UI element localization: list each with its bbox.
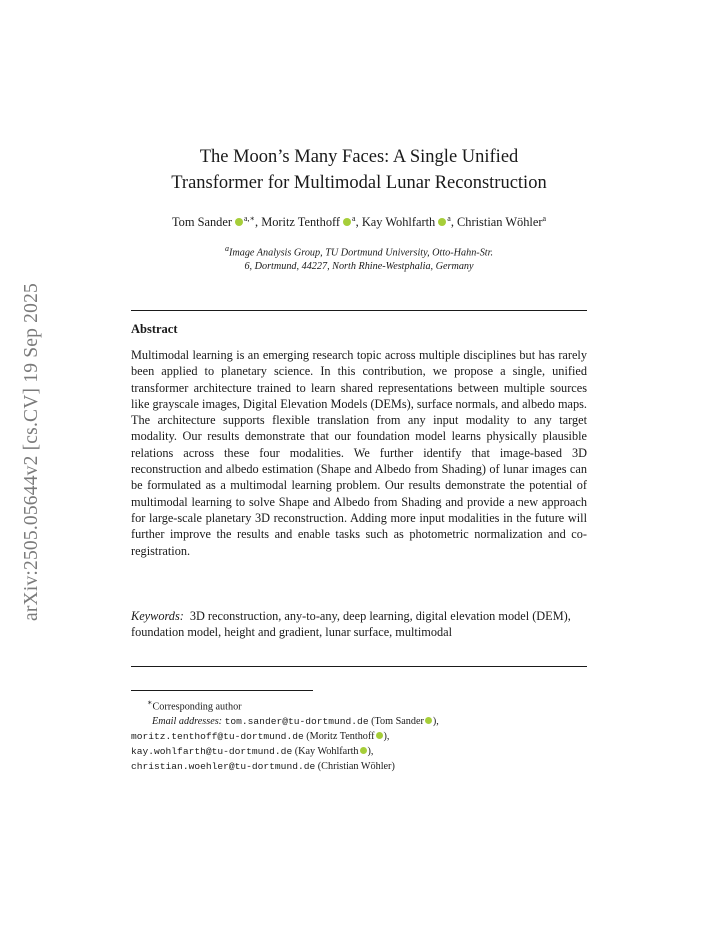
email-line xyxy=(131,744,587,759)
affiliation xyxy=(150,242,568,274)
author-affiliation-mark: a,∗ xyxy=(243,214,255,223)
bottom-divider xyxy=(131,666,587,667)
author-list: Tom Sander $^{a,∗}$, Moritz Tenthoff $^a$, Kay Wohlfarth $^a$, Christian Wöhler$^a$ xyxy=(171,214,547,230)
orcid-icon[interactable] xyxy=(343,218,351,226)
abstract-body: Multimodal learning is an emerging research topic across multiple disciplines but has rarely been applied to planetary science. In this contribution, we propose a single, unified transformer architecture trained to learn shared representations between multiple sources like grayscale images, Digital Elevation Models (DEMs), surface normals, and albedo maps. The architecture supports flexible translation from any input modality to any target modality. Our results demonstrate that our foundation model learns physically plausible relations across these four modalities. We further identify that image-based 3D reconstruction and albedo estimation (Shape and Albedo from Shading) of lunar images can be formulated as a multimodal learning problem. Our results demonstrate the potential of multimodal learning to solve Shape and Albedo from Shading and provide a new approach for large-scale planetary 3D reconstruction. Adding more input modalities in the future will further improve the results and enable tasks such as photometric normalization and co-registration. xyxy=(131,348,587,558)
email-punct: ) xyxy=(391,761,395,773)
email-punct: ), xyxy=(367,746,374,758)
email-owner: (Moritz Tenthoff xyxy=(306,731,375,743)
email-owner: (Tom Sander xyxy=(371,716,424,728)
author-name: Kay Wohlfarth xyxy=(361,215,436,230)
author-name: Moritz Tenthoff xyxy=(261,215,341,230)
paper-title xyxy=(130,144,588,196)
author-affiliation-mark: a xyxy=(542,214,547,223)
orcid-icon[interactable] xyxy=(360,747,367,754)
keywords xyxy=(131,608,587,641)
top-divider xyxy=(131,310,587,311)
abstract-heading: Abstract xyxy=(131,322,178,336)
orcid-icon[interactable] xyxy=(425,717,432,724)
author-affiliation-mark: a xyxy=(447,214,451,223)
affiliation-line-2: 6, Dortmund, 44227, North Rhine-Westphalia, Germany xyxy=(244,261,474,273)
orcid-icon[interactable] xyxy=(438,218,446,226)
affiliation-line-1: Image Analysis Group, TU Dortmund University, Otto-Hahn-Str. xyxy=(228,247,494,259)
footnotes xyxy=(131,695,587,774)
email-line xyxy=(131,729,587,744)
corresponding-mark: ∗ xyxy=(147,698,153,707)
author-name: Tom Sander xyxy=(171,215,232,230)
arxiv-stamp xyxy=(21,260,43,644)
email-link[interactable]: tom.sander@tu-dortmund.de xyxy=(224,716,369,728)
corresponding-author-note xyxy=(131,695,587,714)
author-affiliation-mark: a xyxy=(352,214,356,223)
email-punct: ), xyxy=(383,731,390,743)
title-line-2: Transformer for Multimodal Lunar Reconstruction xyxy=(171,173,547,193)
footnote-divider xyxy=(131,690,313,691)
email-label: Email addresses: xyxy=(152,716,223,728)
email-punct: ), xyxy=(432,716,439,728)
email-line xyxy=(131,714,587,729)
keywords-label: Keywords: xyxy=(131,609,184,623)
email-line xyxy=(131,759,587,774)
email-owner: (Christian Wöhler xyxy=(317,761,392,773)
arxiv-identifier: arXiv:2505.05644v2 [cs.CV] 19 Sep 2025 xyxy=(21,283,42,621)
orcid-icon[interactable] xyxy=(235,218,243,226)
affiliation-mark: a xyxy=(224,244,229,253)
keywords-text: 3D reconstruction, any-to-any, deep learning, digital elevation model (DEM), foundation model, height and gradient, lunar surface, multimodal xyxy=(131,609,571,640)
orcid-icon[interactable] xyxy=(376,732,383,739)
email-link[interactable]: kay.wohlfarth@tu-dortmund.de xyxy=(131,746,293,758)
author-name: Christian Wöhler xyxy=(457,215,543,230)
email-owner: (Kay Wohlfarth xyxy=(294,746,359,758)
title-line-1: The Moon’s Many Faces: A Single Unified xyxy=(199,147,519,167)
email-link[interactable]: moritz.tenthoff@tu-dortmund.de xyxy=(131,731,304,743)
email-link[interactable]: christian.woehler@tu-dortmund.de xyxy=(131,761,316,773)
corresponding-text: Corresponding author xyxy=(152,701,242,713)
